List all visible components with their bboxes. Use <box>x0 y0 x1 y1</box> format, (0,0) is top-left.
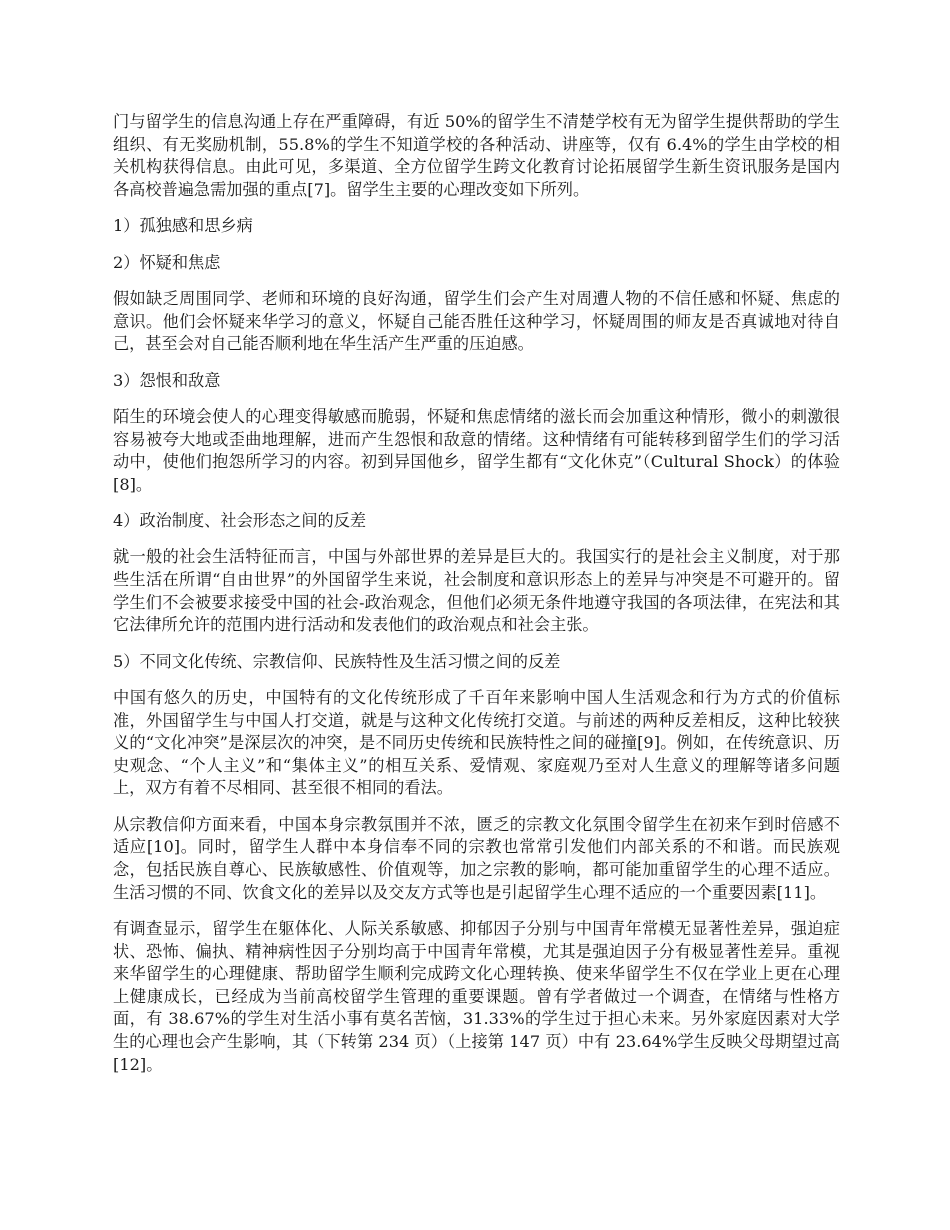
paragraph-intro: 门与留学生的信息沟通上存在严重障碍，有近 50%的留学生不清楚学校有无为留学生提供帮助的学生组织、有无奖励机制，55.8%的学生不知道学校的各种活动、讲座等，仅有 6.4%的学生由学校的相关机构获得信息。由此可见，多渠道、全方位留学生跨文化教育讨论拓展留学生新生资讯服务是国内各高校普遍急需加强的重点[7]。留学生主要的心理改变如下所列。 <box>113 112 840 199</box>
paragraph-doubt-anxiety: 假如缺乏周围同学、老师和环境的良好沟通，留学生们会产生对周遭人物的不信任感和怀疑、焦虑的意识。他们会怀疑来华学习的意义，怀疑自己能否胜任这种学习，怀疑周围的师友是否真诚地对待自己，甚至会对自己能否顺利地在华生活产生严重的压迫感。 <box>113 288 840 354</box>
document-body <box>113 111 840 1090</box>
list-heading-loneliness: 1）孤独感和思乡病 <box>113 216 253 236</box>
paragraph-resentment: 陌生的环境会使人的心理变得敏感而脆弱，怀疑和焦虑情绪的滋长而会加重这种情形，微小的刺激很容易被夸大地或歪曲地理解，进而产生怨恨和敌意的情绪。这种情绪有可能转移到留学生们的学习活动中，使他们抱怨所学习的内容。初到异国他乡，留学生都有“文化休克”（Cultural Shock）的体验[8]。 <box>113 406 840 494</box>
list-heading-doubt-anxiety: 2）怀疑和焦虑 <box>113 252 221 272</box>
paragraph-religion: 从宗教信仰方面来看，中国本身宗教氛围并不浓，匮乏的宗教文化氛围令留学生在初来乍到时倍感不适应[10]。同时，留学生人群中本身信奉不同的宗教也常常引发他们内部关系的不和谐。而民族观念，包括民族自尊心、民族敏感性、价值观等，加之宗教的影响，都可能加重留学生的心理不适应。生活习惯的不同、饮食文化的差异以及交友方式等也是引起留学生心理不适应的一个重要因素[11]。 <box>113 814 840 902</box>
list-heading-political-contrast: 4）政治制度、社会形态之间的反差 <box>113 511 367 531</box>
list-heading-resentment: 3）怨恨和敌意 <box>113 370 221 390</box>
paragraph-cultural-contrast: 中国有悠久的历史，中国特有的文化传统形成了千百年来影响中国人生活观念和行为方式的价值标准，外国留学生与中国人打交道，就是与这种文化传统打交道。与前述的两种反差相反，这种比较狭义的“文化冲突”是深层次的冲突，是不同历史传统和民族特性之间的碰撞[9]。例如，在传统意识、历史观念、“个人主义”和“集体主义”的相互关系、爱情观、家庭观乃至对人生意义的理解等诸多问题上，双方有着不尽相同、甚至很不相同的看法。 <box>113 688 840 798</box>
list-heading-cultural-contrast: 5）不同文化传统、宗教信仰、民族特性及生活习惯之间的反差 <box>113 651 561 671</box>
paragraph-survey: 有调查显示，留学生在躯体化、人际关系敏感、抑郁因子分别与中国青年常模无显著性差异，强迫症状、恐怖、偏执、精神病性因子分别均高于中国青年常模，尤其是强迫因子分有极显著性差异。重视来华留学生的心理健康、帮助留学生顺利完成跨文化心理转换、使来华留学生不仅在学业上更在心理上健康成长，已经成为当前高校留学生管理的重要课题。曾有学者做过一个调查，在情绪与性格方面，有 38.67%的学生对生活小事有莫名苦恼，31.33%的学生过于担心未来。另外家庭因素对大学生的心理也会产生影响，其（下转第 234 页）（上接第 147 页）中有 23.64%学生反映父母期望过高[12]。 <box>113 918 840 1074</box>
paragraph-political-contrast: 就一般的社会生活特征而言，中国与外部世界的差异是巨大的。我国实行的是社会主义制度，对于那些生活在所谓“自由世界”的外国留学生来说，社会制度和意识形态上的差异与冲突是不可避开的。留学生们不会被要求接受中国的社会-政治观念，但他们必须无条件地遵守我国的各项法律，在宪法和其它法律所允许的范围内进行活动和发表他们的政治观点和社会主张。 <box>113 547 840 635</box>
